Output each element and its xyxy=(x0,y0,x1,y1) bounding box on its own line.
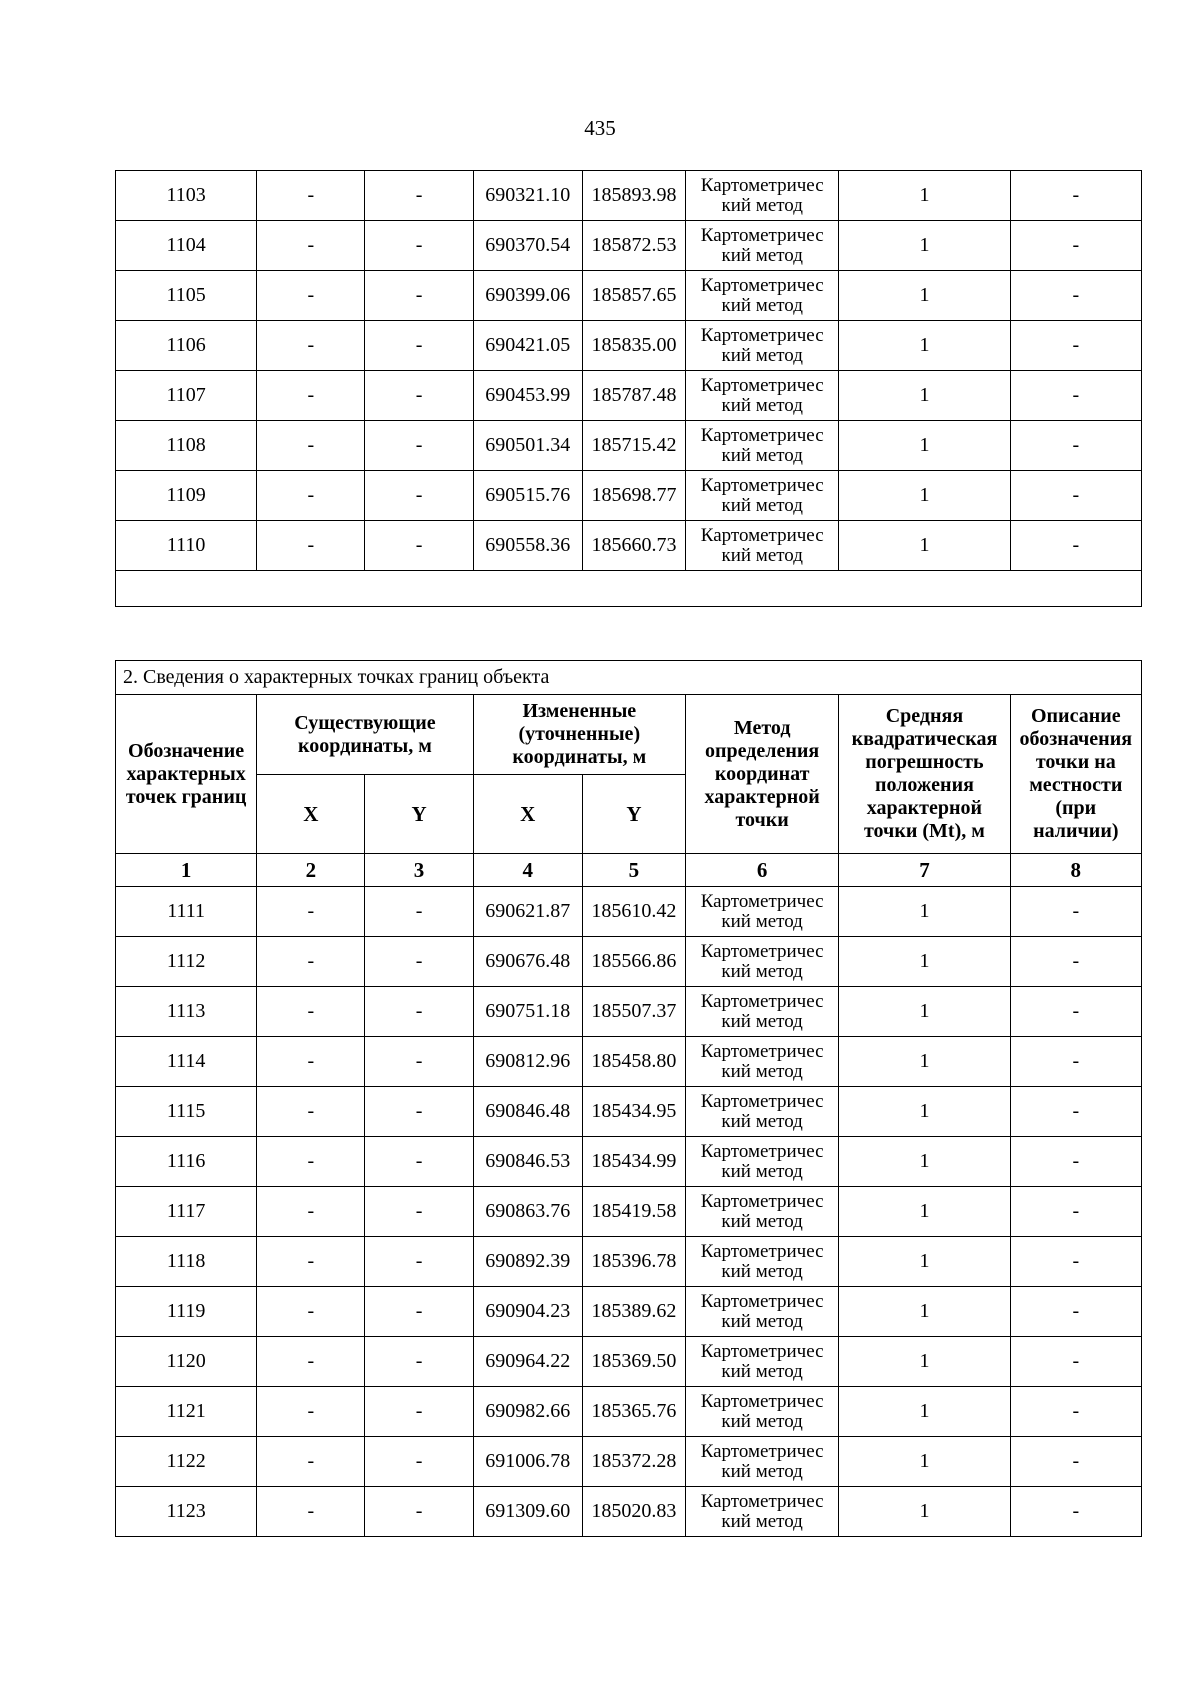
method-line: кий метод xyxy=(721,1460,803,1482)
mt-cell: 1 xyxy=(839,1037,1010,1087)
point-cell: 1103 xyxy=(116,171,257,221)
mt-cell: 1 xyxy=(839,1087,1010,1137)
method-line: Картометричес xyxy=(700,1440,824,1462)
description-cell: - xyxy=(1010,421,1141,471)
y-cell: 185610.42 xyxy=(582,887,685,937)
description-cell: - xyxy=(1010,321,1141,371)
table-row xyxy=(116,1037,1142,1087)
mt-cell: 1 xyxy=(839,937,1010,987)
method-line: кий метод xyxy=(721,194,803,216)
method-line: Картометричес xyxy=(700,940,824,962)
existing-y-cell: - xyxy=(365,1137,473,1187)
method-line: Картометричес xyxy=(700,1240,824,1262)
existing-x-cell: - xyxy=(257,1087,365,1137)
table-row xyxy=(116,271,1142,321)
x-cell: 690751.18 xyxy=(473,987,582,1037)
y-cell: 185566.86 xyxy=(582,937,685,987)
existing-y-cell: - xyxy=(365,1287,473,1337)
existing-y-cell: - xyxy=(365,1237,473,1287)
method-cell xyxy=(686,1137,839,1187)
table-row xyxy=(116,421,1142,471)
x-cell: 690399.06 xyxy=(473,271,582,321)
description-cell: - xyxy=(1010,1437,1141,1487)
table-caption-row xyxy=(116,661,1142,695)
method-line: кий метод xyxy=(721,910,803,932)
method-line: кий метод xyxy=(721,1110,803,1132)
table-row xyxy=(116,887,1142,937)
method-cell xyxy=(686,937,839,987)
method-line: кий метод xyxy=(721,1410,803,1432)
method-cell xyxy=(686,171,839,221)
column-number: 1 xyxy=(116,854,257,887)
description-cell: - xyxy=(1010,1187,1141,1237)
description-cell: - xyxy=(1010,171,1141,221)
method-line: кий метод xyxy=(721,1160,803,1182)
existing-y-cell: - xyxy=(365,221,473,271)
mt-cell: 1 xyxy=(839,171,1010,221)
existing-y-cell: - xyxy=(365,1337,473,1387)
existing-y-cell: - xyxy=(365,1437,473,1487)
page-number: 435 xyxy=(584,116,616,140)
x-cell: 690321.10 xyxy=(473,171,582,221)
column-number-row xyxy=(116,854,1142,887)
y-cell: 185660.73 xyxy=(582,521,685,571)
description-cell: - xyxy=(1010,1137,1141,1187)
method-cell xyxy=(686,1287,839,1337)
method-line: Картометричес xyxy=(700,1490,824,1512)
existing-x-cell: - xyxy=(257,171,365,221)
y-cell: 185365.76 xyxy=(582,1387,685,1437)
y-cell: 185389.62 xyxy=(582,1287,685,1337)
method-cell xyxy=(686,1487,839,1537)
method-line: Картометричес xyxy=(700,174,824,196)
point-cell: 1108 xyxy=(116,421,257,471)
description-cell: - xyxy=(1010,1287,1141,1337)
table-row xyxy=(116,521,1142,571)
y-cell: 185507.37 xyxy=(582,987,685,1037)
existing-x-cell: - xyxy=(257,987,365,1037)
header-description: Описание обозначения точки на местности (при наличии) xyxy=(1010,695,1141,854)
y-cell: 185857.65 xyxy=(582,271,685,321)
column-number: 8 xyxy=(1010,854,1141,887)
column-number: 4 xyxy=(473,854,582,887)
y-cell: 185893.98 xyxy=(582,171,685,221)
method-line: Картометричес xyxy=(700,1390,824,1412)
mt-cell: 1 xyxy=(839,271,1010,321)
table-row xyxy=(116,1387,1142,1437)
x-cell: 690812.96 xyxy=(473,1037,582,1087)
point-cell: 1113 xyxy=(116,987,257,1037)
x-cell: 690676.48 xyxy=(473,937,582,987)
x-cell: 690453.99 xyxy=(473,371,582,421)
method-line: кий метод xyxy=(721,344,803,366)
header-point: Обозначение характерных точек границ xyxy=(116,695,257,854)
point-cell: 1122 xyxy=(116,1437,257,1487)
description-cell: - xyxy=(1010,887,1141,937)
table-row xyxy=(116,321,1142,371)
method-line: кий метод xyxy=(721,544,803,566)
method-line: кий метод xyxy=(721,1010,803,1032)
method-cell xyxy=(686,321,839,371)
description-cell: - xyxy=(1010,1487,1141,1537)
description-cell: - xyxy=(1010,471,1141,521)
table-row xyxy=(116,1287,1142,1337)
method-line: кий метод xyxy=(721,444,803,466)
table1-body xyxy=(116,171,1142,571)
method-line: Картометричес xyxy=(700,1190,824,1212)
existing-x-cell: - xyxy=(257,271,365,321)
header-existing-x: X xyxy=(257,775,365,854)
existing-x-cell: - xyxy=(257,1137,365,1187)
method-line: Картометричес xyxy=(700,1040,824,1062)
x-cell: 690982.66 xyxy=(473,1387,582,1437)
table-row xyxy=(116,1187,1142,1237)
mt-cell: 1 xyxy=(839,1237,1010,1287)
method-cell xyxy=(686,1037,839,1087)
table-row xyxy=(116,371,1142,421)
method-cell xyxy=(686,421,839,471)
table-row xyxy=(116,171,1142,221)
existing-x-cell: - xyxy=(257,887,365,937)
x-cell: 690370.54 xyxy=(473,221,582,271)
method-cell xyxy=(686,987,839,1037)
header-changed-y: Y xyxy=(582,775,685,854)
header-changed-x: X xyxy=(473,775,582,854)
method-line: Картометричес xyxy=(700,1290,824,1312)
method-cell xyxy=(686,471,839,521)
y-cell: 185396.78 xyxy=(582,1237,685,1287)
y-cell: 185698.77 xyxy=(582,471,685,521)
method-line: кий метод xyxy=(721,1360,803,1382)
existing-y-cell: - xyxy=(365,471,473,521)
table-row xyxy=(116,1237,1142,1287)
point-cell: 1114 xyxy=(116,1037,257,1087)
point-cell: 1118 xyxy=(116,1237,257,1287)
column-number: 7 xyxy=(839,854,1010,887)
point-cell: 1105 xyxy=(116,271,257,321)
point-cell: 1107 xyxy=(116,371,257,421)
mt-cell: 1 xyxy=(839,1437,1010,1487)
point-cell: 1121 xyxy=(116,1387,257,1437)
x-cell: 690846.53 xyxy=(473,1137,582,1187)
point-cell: 1117 xyxy=(116,1187,257,1237)
column-number: 3 xyxy=(365,854,473,887)
existing-x-cell: - xyxy=(257,1437,365,1487)
y-cell: 185835.00 xyxy=(582,321,685,371)
existing-y-cell: - xyxy=(365,1487,473,1537)
description-cell: - xyxy=(1010,1237,1141,1287)
method-cell xyxy=(686,521,839,571)
x-cell: 691006.78 xyxy=(473,1437,582,1487)
mt-cell: 1 xyxy=(839,1187,1010,1237)
point-cell: 1115 xyxy=(116,1087,257,1137)
existing-x-cell: - xyxy=(257,321,365,371)
existing-x-cell: - xyxy=(257,937,365,987)
y-cell: 185787.48 xyxy=(582,371,685,421)
table1-empty-row xyxy=(116,571,1142,607)
point-cell: 1106 xyxy=(116,321,257,371)
empty-cell xyxy=(116,571,1142,607)
mt-cell: 1 xyxy=(839,221,1010,271)
method-line: Картометричес xyxy=(700,990,824,1012)
header-method: Метод определения координат характерной точки xyxy=(686,695,839,854)
x-cell: 690846.48 xyxy=(473,1087,582,1137)
y-cell: 185715.42 xyxy=(582,421,685,471)
existing-x-cell: - xyxy=(257,1387,365,1437)
method-line: кий метод xyxy=(721,494,803,516)
point-cell: 1112 xyxy=(116,937,257,987)
x-cell: 690904.23 xyxy=(473,1287,582,1337)
point-cell: 1104 xyxy=(116,221,257,271)
existing-x-cell: - xyxy=(257,1287,365,1337)
description-cell: - xyxy=(1010,271,1141,321)
header-changed-coords: Измененные (уточненные) координаты, м xyxy=(473,695,685,775)
description-cell: - xyxy=(1010,1337,1141,1387)
method-line: Картометричес xyxy=(700,1140,824,1162)
table-row xyxy=(116,1337,1142,1387)
existing-y-cell: - xyxy=(365,1037,473,1087)
y-cell: 185872.53 xyxy=(582,221,685,271)
point-cell: 1109 xyxy=(116,471,257,521)
point-cell: 1123 xyxy=(116,1487,257,1537)
existing-x-cell: - xyxy=(257,1237,365,1287)
method-cell xyxy=(686,887,839,937)
x-cell: 691309.60 xyxy=(473,1487,582,1537)
mt-cell: 1 xyxy=(839,887,1010,937)
method-line: Картометричес xyxy=(700,890,824,912)
description-cell: - xyxy=(1010,1387,1141,1437)
method-line: Картометричес xyxy=(700,424,824,446)
method-line: Картометричес xyxy=(700,374,824,396)
method-line: Картометричес xyxy=(700,1340,824,1362)
x-cell: 690863.76 xyxy=(473,1187,582,1237)
existing-y-cell: - xyxy=(365,271,473,321)
x-cell: 690515.76 xyxy=(473,471,582,521)
description-cell: - xyxy=(1010,937,1141,987)
existing-x-cell: - xyxy=(257,221,365,271)
existing-y-cell: - xyxy=(365,321,473,371)
table-row xyxy=(116,937,1142,987)
existing-y-cell: - xyxy=(365,171,473,221)
description-cell: - xyxy=(1010,1087,1141,1137)
x-cell: 690421.05 xyxy=(473,321,582,371)
mt-cell: 1 xyxy=(839,1287,1010,1337)
x-cell: 690964.22 xyxy=(473,1337,582,1387)
header-mt: Средняя квадратическая погрешность положения характерной точки (Mt), м xyxy=(839,695,1010,854)
description-cell: - xyxy=(1010,221,1141,271)
mt-cell: 1 xyxy=(839,471,1010,521)
method-cell xyxy=(686,271,839,321)
method-line: Картометричес xyxy=(700,274,824,296)
mt-cell: 1 xyxy=(839,1137,1010,1187)
x-cell: 690892.39 xyxy=(473,1237,582,1287)
method-cell xyxy=(686,1187,839,1237)
mt-cell: 1 xyxy=(839,1487,1010,1537)
method-cell xyxy=(686,1087,839,1137)
existing-y-cell: - xyxy=(365,1387,473,1437)
method-line: Картометричес xyxy=(700,224,824,246)
column-number: 2 xyxy=(257,854,365,887)
table-row xyxy=(116,1137,1142,1187)
method-line: Картометричес xyxy=(700,474,824,496)
method-cell xyxy=(686,221,839,271)
existing-x-cell: - xyxy=(257,421,365,471)
column-number: 6 xyxy=(686,854,839,887)
table-row xyxy=(116,471,1142,521)
header-existing-coords: Существующие координаты, м xyxy=(257,695,473,775)
mt-cell: 1 xyxy=(839,987,1010,1037)
existing-x-cell: - xyxy=(257,1037,365,1087)
description-cell: - xyxy=(1010,1037,1141,1087)
y-cell: 185369.50 xyxy=(582,1337,685,1387)
x-cell: 690621.87 xyxy=(473,887,582,937)
coordinates-table-continued xyxy=(115,170,1142,607)
method-line: кий метод xyxy=(721,1510,803,1532)
mt-cell: 1 xyxy=(839,1387,1010,1437)
method-line: кий метод xyxy=(721,1060,803,1082)
table-row xyxy=(116,987,1142,1037)
existing-x-cell: - xyxy=(257,1187,365,1237)
method-cell xyxy=(686,1437,839,1487)
table-caption: 2. Сведения о характерных точках границ объекта xyxy=(116,661,1142,695)
mt-cell: 1 xyxy=(839,371,1010,421)
point-cell: 1120 xyxy=(116,1337,257,1387)
y-cell: 185434.99 xyxy=(582,1137,685,1187)
existing-y-cell: - xyxy=(365,887,473,937)
table2-body xyxy=(116,887,1142,1537)
y-cell: 185434.95 xyxy=(582,1087,685,1137)
method-line: кий метод xyxy=(721,1310,803,1332)
y-cell: 185372.28 xyxy=(582,1437,685,1487)
table-row xyxy=(116,221,1142,271)
mt-cell: 1 xyxy=(839,521,1010,571)
boundary-points-table xyxy=(115,660,1142,1537)
method-line: кий метод xyxy=(721,1260,803,1282)
x-cell: 690558.36 xyxy=(473,521,582,571)
point-cell: 1111 xyxy=(116,887,257,937)
method-line: Картометричес xyxy=(700,324,824,346)
existing-y-cell: - xyxy=(365,1187,473,1237)
table-row xyxy=(116,1437,1142,1487)
method-cell xyxy=(686,1387,839,1437)
method-line: кий метод xyxy=(721,1210,803,1232)
table-row xyxy=(116,1087,1142,1137)
existing-y-cell: - xyxy=(365,371,473,421)
description-cell: - xyxy=(1010,521,1141,571)
mt-cell: 1 xyxy=(839,421,1010,471)
existing-x-cell: - xyxy=(257,471,365,521)
existing-x-cell: - xyxy=(257,1487,365,1537)
description-cell: - xyxy=(1010,371,1141,421)
existing-y-cell: - xyxy=(365,521,473,571)
mt-cell: 1 xyxy=(839,321,1010,371)
mt-cell: 1 xyxy=(839,1337,1010,1387)
y-cell: 185020.83 xyxy=(582,1487,685,1537)
existing-y-cell: - xyxy=(365,421,473,471)
point-cell: 1119 xyxy=(116,1287,257,1337)
header-existing-y: Y xyxy=(365,775,473,854)
method-line: кий метод xyxy=(721,244,803,266)
method-cell xyxy=(686,1337,839,1387)
point-cell: 1116 xyxy=(116,1137,257,1187)
existing-y-cell: - xyxy=(365,1087,473,1137)
existing-y-cell: - xyxy=(365,987,473,1037)
header-row xyxy=(116,695,1142,775)
column-number: 5 xyxy=(582,854,685,887)
table-row xyxy=(116,1487,1142,1537)
existing-x-cell: - xyxy=(257,1337,365,1387)
y-cell: 185419.58 xyxy=(582,1187,685,1237)
method-cell xyxy=(686,371,839,421)
existing-x-cell: - xyxy=(257,371,365,421)
method-line: кий метод xyxy=(721,394,803,416)
method-line: кий метод xyxy=(721,294,803,316)
point-cell: 1110 xyxy=(116,521,257,571)
method-line: кий метод xyxy=(721,960,803,982)
x-cell: 690501.34 xyxy=(473,421,582,471)
description-cell: - xyxy=(1010,987,1141,1037)
existing-x-cell: - xyxy=(257,521,365,571)
method-cell xyxy=(686,1237,839,1287)
method-line: Картометричес xyxy=(700,524,824,546)
y-cell: 185458.80 xyxy=(582,1037,685,1087)
existing-y-cell: - xyxy=(365,937,473,987)
method-line: Картометричес xyxy=(700,1090,824,1112)
